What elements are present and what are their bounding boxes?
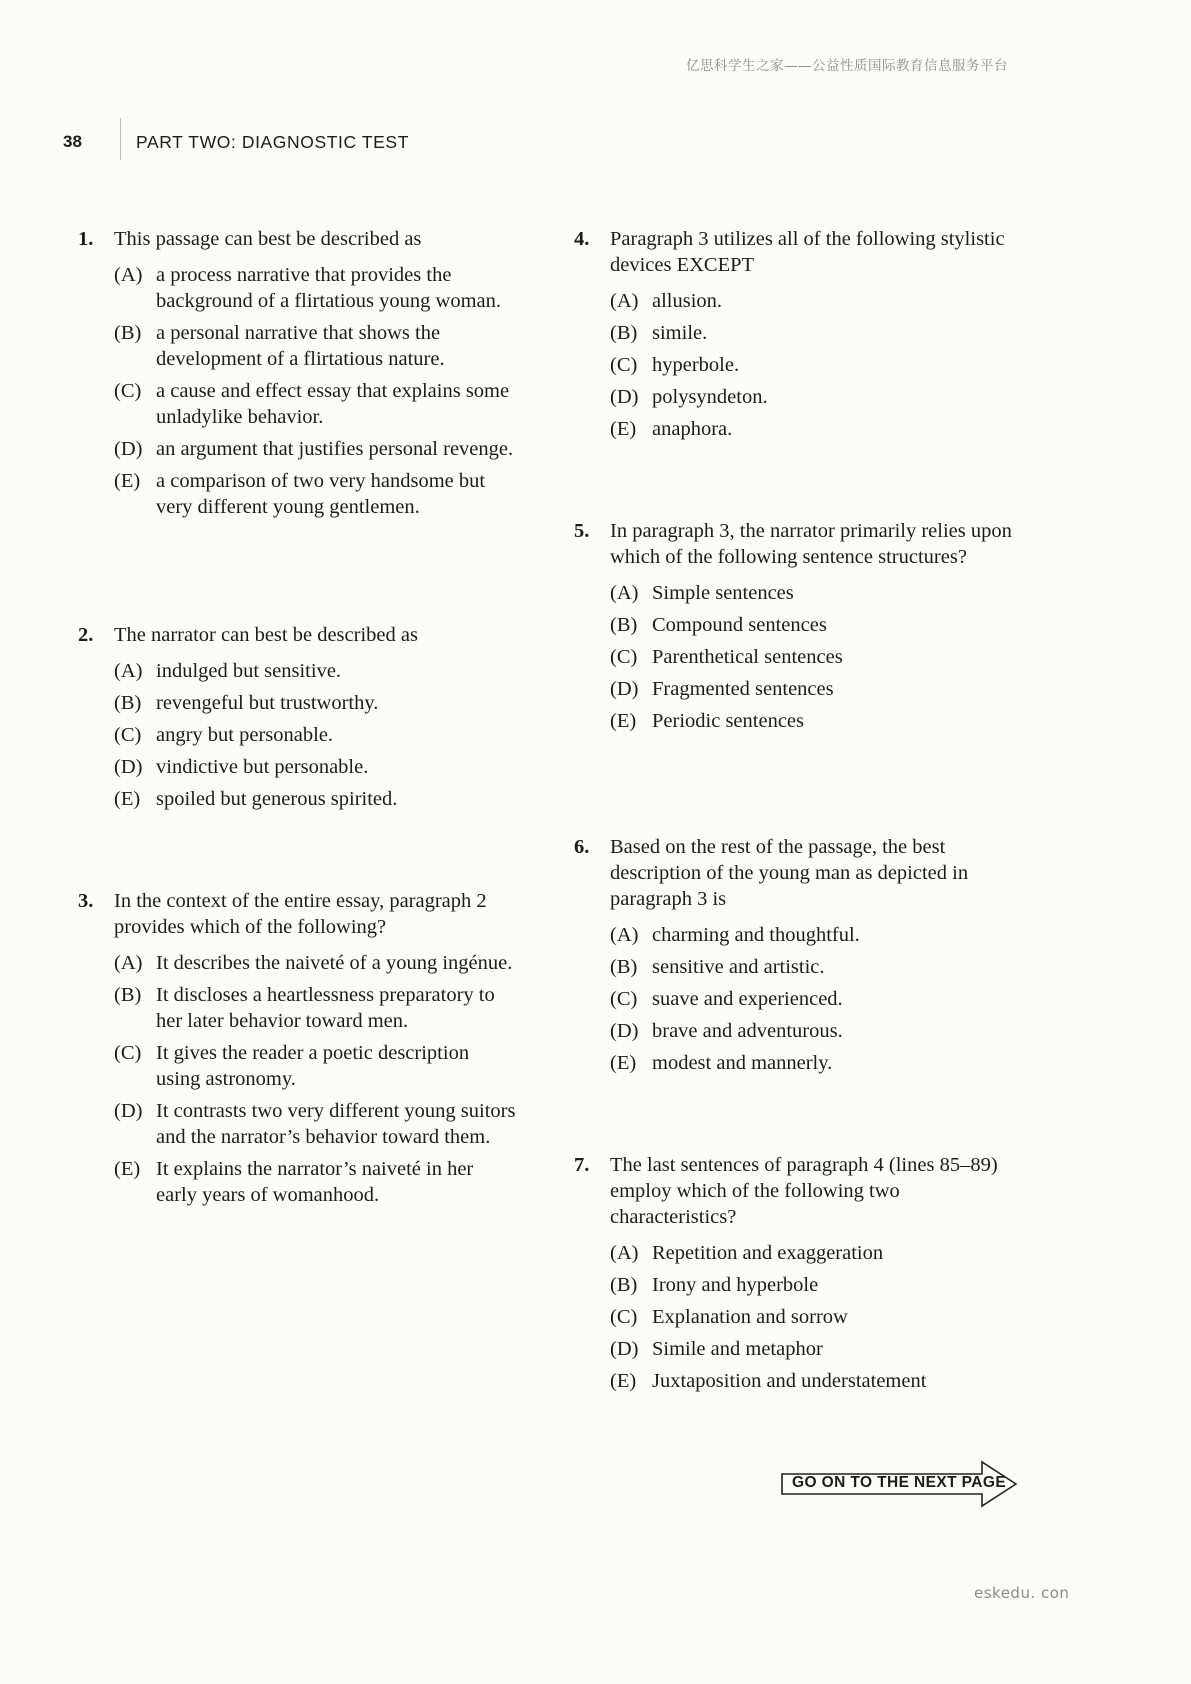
- question-stem: Paragraph 3 utilizes all of the following stylistic devices EXCEPT: [610, 228, 1005, 276]
- option-e[interactable]: (E) Periodic sentences: [610, 710, 804, 732]
- option-d[interactable]: (D) an argument that justifies personal revenge.: [114, 438, 514, 460]
- option-e[interactable]: (E) anaphora.: [610, 418, 733, 440]
- option-b[interactable]: (B) sensitive and artistic.: [610, 956, 825, 978]
- option-b[interactable]: (B) Irony and hyperbole: [610, 1274, 819, 1296]
- question-4: [574, 226, 1044, 448]
- question-number: 2.: [78, 624, 94, 646]
- option-list: [114, 950, 518, 1208]
- watermark-bottom: eskedu. con: [974, 1584, 1070, 1602]
- option-a[interactable]: (A) Simple sentences: [610, 582, 794, 604]
- option-d[interactable]: (D) brave and adventurous.: [610, 1020, 843, 1042]
- question-stem: Based on the rest of the passage, the best description of the young man as depicted in paragraph 3 is: [610, 836, 969, 910]
- next-page-button[interactable]: [780, 1460, 1020, 1508]
- header-divider: [120, 118, 121, 160]
- option-d[interactable]: (D) vindictive but personable.: [114, 756, 369, 778]
- option-b[interactable]: (B) Compound sentences: [610, 614, 827, 636]
- question-5: [574, 518, 1014, 740]
- option-d[interactable]: (D) Fragmented sentences: [610, 678, 834, 700]
- question-number: 5.: [574, 520, 590, 542]
- option-b[interactable]: (B) revengeful but trustworthy.: [114, 692, 379, 714]
- option-c[interactable]: (C) a cause and effect essay that explains some unladylike behavior.: [114, 380, 510, 428]
- question-number: 1.: [78, 228, 94, 250]
- option-list: [610, 288, 1044, 442]
- option-b[interactable]: (B) It discloses a heartlessness preparatory to her later behavior toward men.: [114, 984, 495, 1032]
- question-number: 3.: [78, 890, 94, 912]
- option-c[interactable]: (C) It gives the reader a poetic description using astronomy.: [114, 1042, 470, 1090]
- option-c[interactable]: (C) Explanation and sorrow: [610, 1306, 848, 1328]
- option-list: [610, 1240, 1014, 1394]
- next-page-label: GO ON TO THE NEXT PAGE: [792, 1474, 1007, 1491]
- option-d[interactable]: (D) Simile and metaphor: [610, 1338, 823, 1360]
- watermark-top: 亿思科学生之家——公益性质国际教育信息服务平台: [686, 58, 1008, 74]
- option-a[interactable]: (A) charming and thoughtful.: [610, 924, 860, 946]
- option-a[interactable]: (A) It describes the naiveté of a young ingénue.: [114, 952, 513, 974]
- option-e[interactable]: (E) spoiled but generous spirited.: [114, 788, 398, 810]
- question-stem: This passage can best be described as: [114, 228, 422, 250]
- option-b[interactable]: (B) simile.: [610, 322, 708, 344]
- option-a[interactable]: (A) indulged but sensitive.: [114, 660, 342, 682]
- option-list: [114, 262, 518, 520]
- option-e[interactable]: (E) Juxtaposition and understatement: [610, 1370, 927, 1392]
- option-c[interactable]: (C) Parenthetical sentences: [610, 646, 843, 668]
- option-e[interactable]: (E) a comparison of two very handsome but very different young gentlemen.: [114, 470, 486, 518]
- page-header-title: PART TWO: DIAGNOSTIC TEST: [136, 132, 409, 152]
- question-stem: The narrator can best be described as: [114, 624, 418, 646]
- question-stem: In the context of the entire essay, paragraph 2 provides which of the following?: [114, 890, 487, 938]
- option-a[interactable]: (A) allusion.: [610, 290, 723, 312]
- question-number: 7.: [574, 1154, 590, 1176]
- question-stem: In paragraph 3, the narrator primarily relies upon which of the following sentence structures?: [610, 520, 1012, 568]
- question-7: [574, 1152, 1014, 1400]
- question-6: [574, 834, 1014, 1082]
- question-2: [78, 622, 518, 818]
- question-3: [78, 888, 518, 1214]
- question-stem: The last sentences of paragraph 4 (lines 85–89) employ which of the following two characteristics?: [610, 1154, 998, 1228]
- option-c[interactable]: (C) hyperbole.: [610, 354, 740, 376]
- option-d[interactable]: (D) polysyndeton.: [610, 386, 768, 408]
- page-number: 38: [63, 132, 82, 151]
- option-list: [114, 658, 518, 812]
- option-c[interactable]: (C) suave and experienced.: [610, 988, 843, 1010]
- option-e[interactable]: (E) modest and mannerly.: [610, 1052, 833, 1074]
- option-c[interactable]: (C) angry but personable.: [114, 724, 334, 746]
- question-1: [78, 226, 518, 526]
- option-list: [610, 580, 1014, 734]
- option-list: [610, 922, 1014, 1076]
- question-number: 6.: [574, 836, 590, 858]
- option-b[interactable]: (B) a personal narrative that shows the development of a flirtatious nature.: [114, 322, 445, 370]
- option-d[interactable]: (D) It contrasts two very different young suitors and the narrator’s behavior toward them.: [114, 1100, 516, 1148]
- question-number: 4.: [574, 228, 590, 250]
- option-a[interactable]: (A) Repetition and exaggeration: [610, 1242, 884, 1264]
- option-a[interactable]: (A) a process narrative that provides the background of a flirtatious young woman.: [114, 264, 502, 312]
- option-e[interactable]: (E) It explains the narrator’s naiveté in her early years of womanhood.: [114, 1158, 474, 1206]
